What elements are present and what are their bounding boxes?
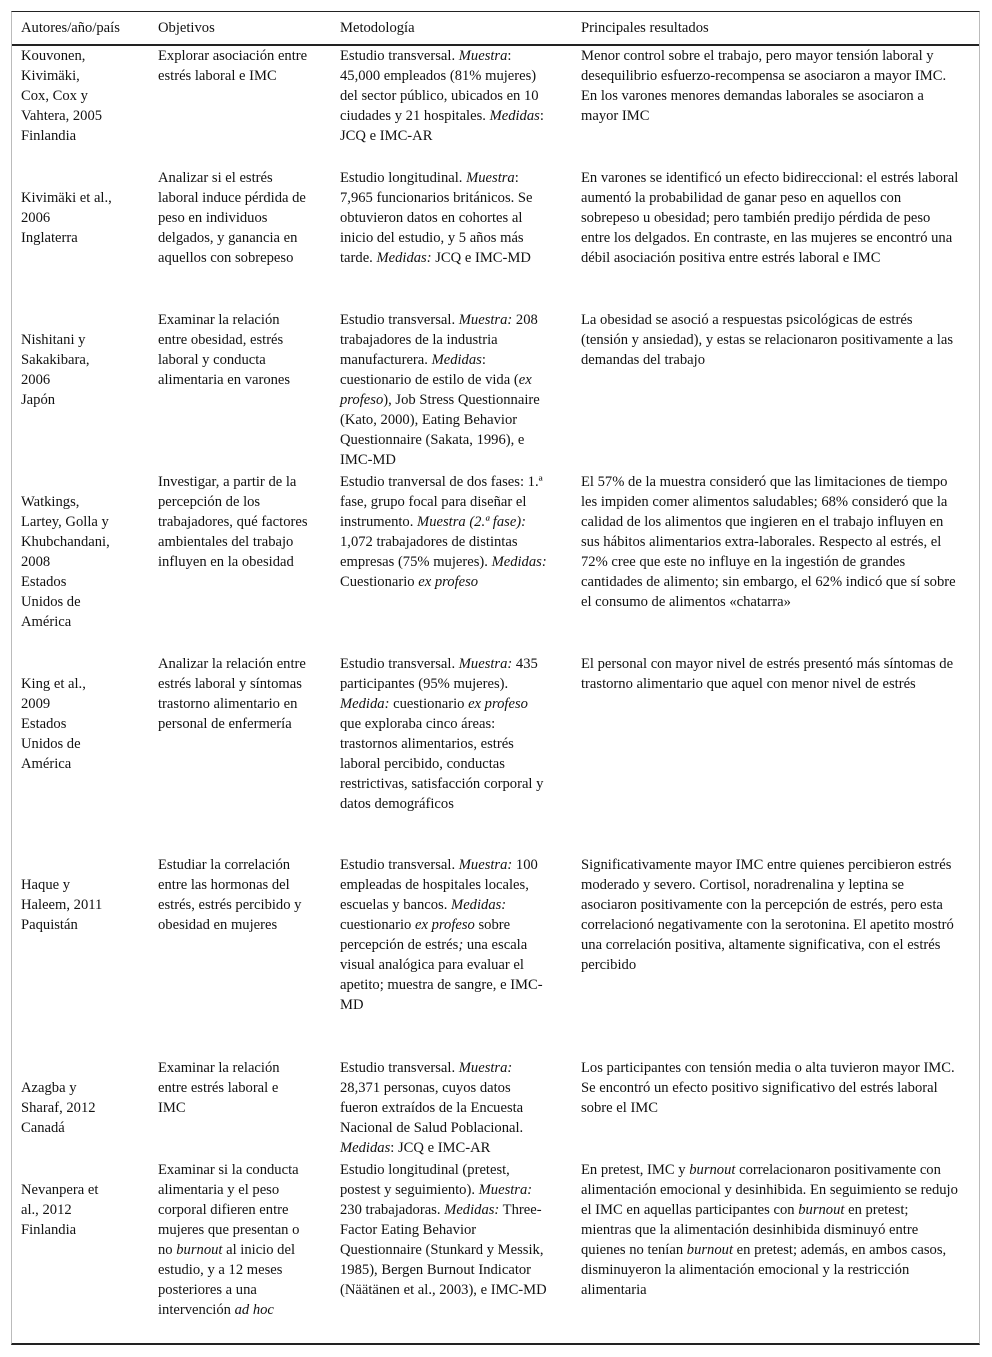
cell-authors: Haque y Haleem, 2011 Paquistán [21, 877, 103, 933]
italic-text: Medidas: [376, 250, 432, 266]
cell-methodology [340, 1160, 550, 1300]
italic-text: Medidas: [444, 1202, 500, 1218]
table-row [12, 472, 979, 654]
header-methodology: Metodología [340, 20, 415, 36]
cell-results [581, 46, 959, 126]
text: 28,371 personas, cuyos datos fueron extraídos de la Encuesta Nacional de Salud Poblacional. [340, 1080, 524, 1136]
text: ), Job Stress Questionnaire (Kato, 2000), Eating Behavior Questionnaire (Sakata, 1996), e IMC-MD [340, 392, 540, 468]
italic-text: burnout [689, 1162, 736, 1178]
cell-methodology [340, 1058, 550, 1158]
table-row [12, 855, 979, 1058]
text: Menor control sobre el trabajo, pero mayor tensión laboral y desequilibrio esfuerzo-recompensa se asociaron a mayor IMC. En los varones menores demandas laborales se asociaron a mayor IMC [581, 48, 947, 124]
text: El 57% de la muestra consideró que las limitaciones de tiempo les impiden comer alimentos saludables; 68% consideró que la calidad de los alimentos que ingieren en el trabajo influyen en sus hábitos alimentarios extra-laborales. Respecto al estrés, el 72% cree que este no influye en la ingestión de grandes cantidades de alimento; sin embargo, el 62% indicó que sí sobre el consumo de alimentos «chatarra» [581, 474, 956, 610]
text: Estudio transversal. [340, 1060, 459, 1076]
cell-authors: Nevanpera et al., 2012 Finlandia [21, 1182, 99, 1238]
italic-text: burnout [686, 1242, 733, 1258]
text: 435 participantes (95% mujeres). [340, 656, 538, 692]
text: : 45,000 empleados (81% mujeres) del sector público, ubicados en 10 ciudades y 21 hospitales. [340, 48, 539, 124]
text: correlacionaron positivamente con alimentación emocional y desinhibida. En seguimiento se redujo el IMC en aquellas participantes con [581, 1162, 958, 1218]
cell-results [581, 1058, 959, 1118]
text: 230 trabajadoras. [340, 1202, 445, 1218]
text: Analizar si el estrés laboral induce pérdida de peso en individuos delgados, y ganancia en aquellos con sobrepeso [158, 170, 306, 266]
table-header [12, 12, 979, 46]
text: Los participantes con tensión media o alta tuvieron mayor IMC. Se encontró un efecto positivo significativo del estrés laboral sobre el IMC [581, 1060, 955, 1116]
cell-methodology [340, 168, 550, 268]
header-objectives: Objetivos [158, 20, 215, 36]
cell-authors: Azagba y Sharaf, 2012 Canadá [21, 1080, 96, 1136]
text: Estudio longitudinal (pretest, postest y seguimiento). [340, 1162, 510, 1198]
italic-text: ad hoc [234, 1302, 274, 1318]
text: Estudio tranversal de dos fases: 1.ª fase, grupo focal para diseñar el instrumento. [340, 474, 543, 530]
text: cuestionario [340, 917, 415, 933]
text: Estudio transversal. [340, 656, 459, 672]
cell-objectives [158, 168, 308, 268]
text: En varones se identificó un efecto bidireccional: el estrés laboral aumentó la probabilidad de ganar peso en aquellos con sobrepeso u obesidad; pero también predijo pérdida de peso entre los delgados. En contraste, en las mujeres se encontró una débil asociación positiva entre estrés laboral e IMC [581, 170, 959, 266]
text: Three-Factor Eating Behavior Questionnaire (Stunkard y Messik, 1985), Bergen Burnout Indicator (Näätänen et al., 2003), e IMC-MD [340, 1202, 547, 1298]
table-row [12, 654, 979, 855]
text: : cuestionario de estilo de vida ( [340, 352, 519, 388]
text: una escala visual analógica para evaluar el apetito; muestra de sangre, e IMC-MD [340, 937, 543, 1013]
text: cuestionario [389, 696, 469, 712]
cell-methodology [340, 855, 550, 1015]
text: al inicio del estudio, y a 12 meses posteriores a una intervención [158, 1242, 296, 1318]
italic-text: Muestra [466, 170, 515, 186]
header-results: Principales resultados [581, 20, 709, 36]
cell-results [581, 1160, 959, 1300]
text: En pretest, IMC y [581, 1162, 690, 1178]
text: Examinar si la conducta alimentaria y el peso corporal difieren entre mujeres que presentan o no [158, 1162, 300, 1258]
italic-text: Medidas: [451, 897, 507, 913]
text: Estudio transversal. [340, 48, 459, 64]
italic-text: ex profeso [468, 696, 528, 712]
cell-objectives [158, 1058, 308, 1118]
cell-methodology [340, 310, 550, 470]
text: 208 trabajadores de la industria manufacturera. [340, 312, 538, 368]
cell-results [581, 654, 959, 694]
text: Analizar la relación entre estrés laboral y síntomas trastorno alimentario en personal de enfermería [158, 656, 306, 732]
text: JCQ e IMC-MD [431, 250, 531, 266]
table-row [12, 1058, 979, 1160]
cell-authors: Watkings, Lartey, Golla y Khubchandani, 2008 Estados Unidos de América [21, 494, 110, 630]
header-authors: Autores/año/país [21, 20, 120, 36]
text: Examinar la relación entre estrés laboral e IMC [158, 1060, 280, 1116]
cell-results [581, 855, 959, 975]
italic-text: burnout [176, 1242, 223, 1258]
cell-authors: Kouvonen, Kivimäki, Cox, Cox y Vahtera, 2005 Finlandia [21, 48, 103, 144]
italic-text: Muestra: [478, 1182, 533, 1198]
text: Estudio longitudinal. [340, 170, 467, 186]
table-row [12, 46, 979, 168]
italic-text: Muestra: [458, 312, 513, 328]
italic-text: Muestra: [458, 857, 513, 873]
italic-text: Muestra [458, 48, 508, 64]
italic-text: ex profeso [418, 574, 479, 590]
cell-methodology [340, 46, 550, 146]
cell-authors: King et al., 2009 Estados Unidos de América [21, 676, 86, 772]
text: Estudio transversal. [340, 312, 459, 328]
table-row [12, 310, 979, 472]
text: en pretest; mientras que la alimentación desinhibida disminuyó entre quienes no tenían [581, 1202, 919, 1258]
italic-text: Medidas [489, 108, 540, 124]
cell-results [581, 310, 959, 370]
cell-objectives [158, 855, 308, 935]
cell-results [581, 472, 959, 612]
text: El personal con mayor nivel de estrés presentó más síntomas de trastorno alimentario que aquel con menor nivel de estrés [581, 656, 954, 692]
text: Estudiar la correlación entre las hormonas del estrés, estrés percibido y obesidad en mujeres [158, 857, 302, 933]
text: Estudio transversal. [340, 857, 459, 873]
cell-objectives [158, 472, 308, 572]
text: que exploraba cinco áreas: trastornos alimentarios, estrés laboral percibido, conductas restrictivas, satisfacción corporal y datos demográficos [340, 716, 544, 812]
text: Investigar, a partir de la percepción de los trabajadores, qué factores ambientales del trabajo influyen en la obesidad [158, 474, 308, 570]
italic-text: Muestra: [458, 656, 513, 672]
table-row [12, 1160, 979, 1346]
italic-text: ex profeso [340, 372, 532, 408]
text: 1,072 trabajadores de distintas empresas (75% mujeres). [340, 534, 518, 570]
cell-methodology [340, 654, 550, 814]
text: Significativamente mayor IMC entre quienes percibieron estrés moderado y severo. Cortisol, noradrenalina y leptina se asociaron positivamente con la percepción de estrés, pero esta correlacionó negativamente con la serotonina. El apetito mostró una correlación positiva, altamente significativa, con el estrés percibido [581, 857, 954, 973]
cell-authors: Kivimäki et al., 2006 Inglaterra [21, 190, 112, 246]
text: Explorar asociación entre estrés laboral e IMC [158, 48, 308, 84]
cell-objectives [158, 654, 308, 734]
italic-text: burnout [798, 1202, 845, 1218]
italic-text: ex profeso [414, 917, 475, 933]
italic-text: Muestra (2.ª fase): [417, 514, 527, 530]
italic-text: Medidas [340, 1140, 391, 1156]
italic-text: Medida: [340, 696, 390, 712]
cell-authors: Nishitani y Sakakibara, 2006 Japón [21, 332, 90, 408]
text: Examinar la relación entre obesidad, estrés laboral y conducta alimentaria en varones [158, 312, 291, 388]
text: La obesidad se asoció a respuestas psicológicas de estrés (tensión y ansiedad), y estas se relacionaron positivamente a las demandas del trabajo [581, 312, 954, 368]
text: : JCQ e IMC-AR [390, 1140, 491, 1156]
cell-objectives [158, 1160, 308, 1320]
cell-methodology [340, 472, 550, 592]
table-row [12, 168, 979, 310]
text: : JCQ e IMC-AR [340, 108, 544, 144]
italic-text: ; [458, 937, 464, 953]
italic-text: Medidas [431, 352, 482, 368]
text: : 7,965 funcionarios británicos. Se obtuvieron datos en cohortes al inicio del estudio, y 5 años más tarde. [340, 170, 533, 266]
italic-text: Medidas: [491, 554, 547, 570]
text: Cuestionario [340, 574, 419, 590]
cell-objectives [158, 46, 308, 86]
text: en pretest; además, en ambos casos, disminuyeron la alimentación emocional y la restricción alimentaria [581, 1242, 947, 1298]
studies-table [11, 11, 980, 1345]
italic-text: Muestra: [458, 1060, 513, 1076]
cell-objectives [158, 310, 308, 390]
text: 100 empleadas de hospitales locales, escuelas y bancos. [340, 857, 538, 913]
cell-results [581, 168, 959, 268]
text: sobre percepción de estrés [340, 917, 511, 953]
